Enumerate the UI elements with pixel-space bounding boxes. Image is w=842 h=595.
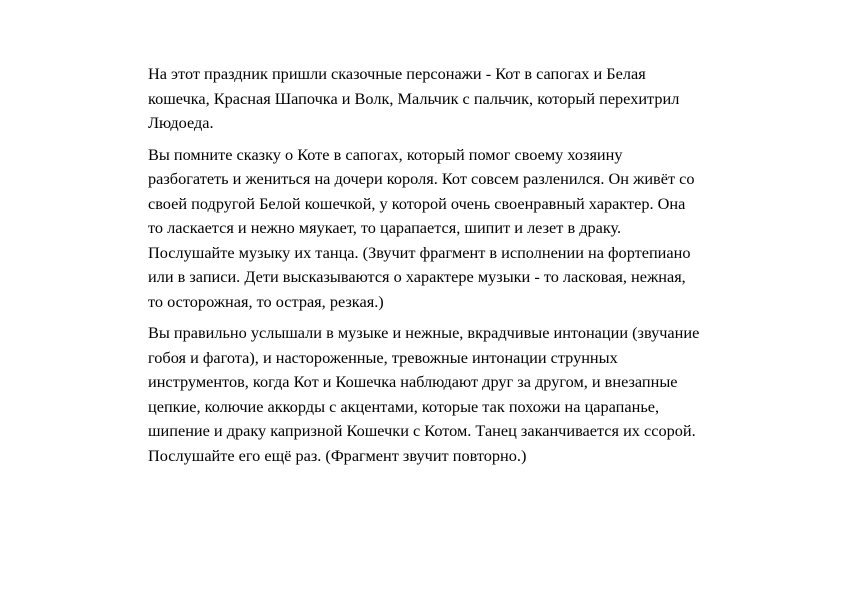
text-line: Послушайте его ещё раз. (Фрагмент звучит повторно.) [148,445,527,465]
text-line: то ласкается и нежно мяукает, то царапается, шипит и лезет в драку. [148,218,622,237]
text-line: Вы помните сказку о Коте в сапогах, который помог своему хозяину [148,144,623,164]
paragraph-1 [148,62,758,136]
text-line: то осторожная, то острая, резкая.) [148,291,384,311]
text-line: или в записи. Дети высказываются о характере музыки - то ласковая, нежная, [148,267,686,286]
text-line: гобоя и фагота), и настороженные, тревожные интонации струнных [148,347,618,367]
text-line: шипение и драку капризной Кошечки с Котом. Танец заканчивается их ссорой. [148,421,696,440]
text-line: На этот праздник пришли сказочные персонажи - Кот в сапогах и Белая [148,64,646,83]
text-line: своей подругой Белой кошечкой, у которой очень своенравный характер. Она [148,193,686,213]
text-line: цепкие, колючие аккорды с акцентами, которые так похожи на царапанье, [148,396,660,416]
paragraph-2 [148,143,758,315]
text-line: Послушайте музыку их танца. (Звучит фрагмент в исполнении на фортепиано [148,242,691,262]
text-line: кошечка, Красная Шапочка и Волк, Мальчик с пальчик, который перехитрил [148,88,680,108]
text-line: Людоеда. [148,113,214,132]
document-body [148,62,758,468]
text-line: разбогатеть и жениться на дочери короля. Кот совсем разленился. Он живёт со [148,169,695,188]
paragraph-3 [148,321,758,468]
text-line: инструментов, когда Кот и Кошечка наблюдают друг за другом, и внезапные [148,372,678,391]
text-line: Вы правильно услышали в музыке и нежные, вкрадчивые интонации (звучание [148,323,700,342]
